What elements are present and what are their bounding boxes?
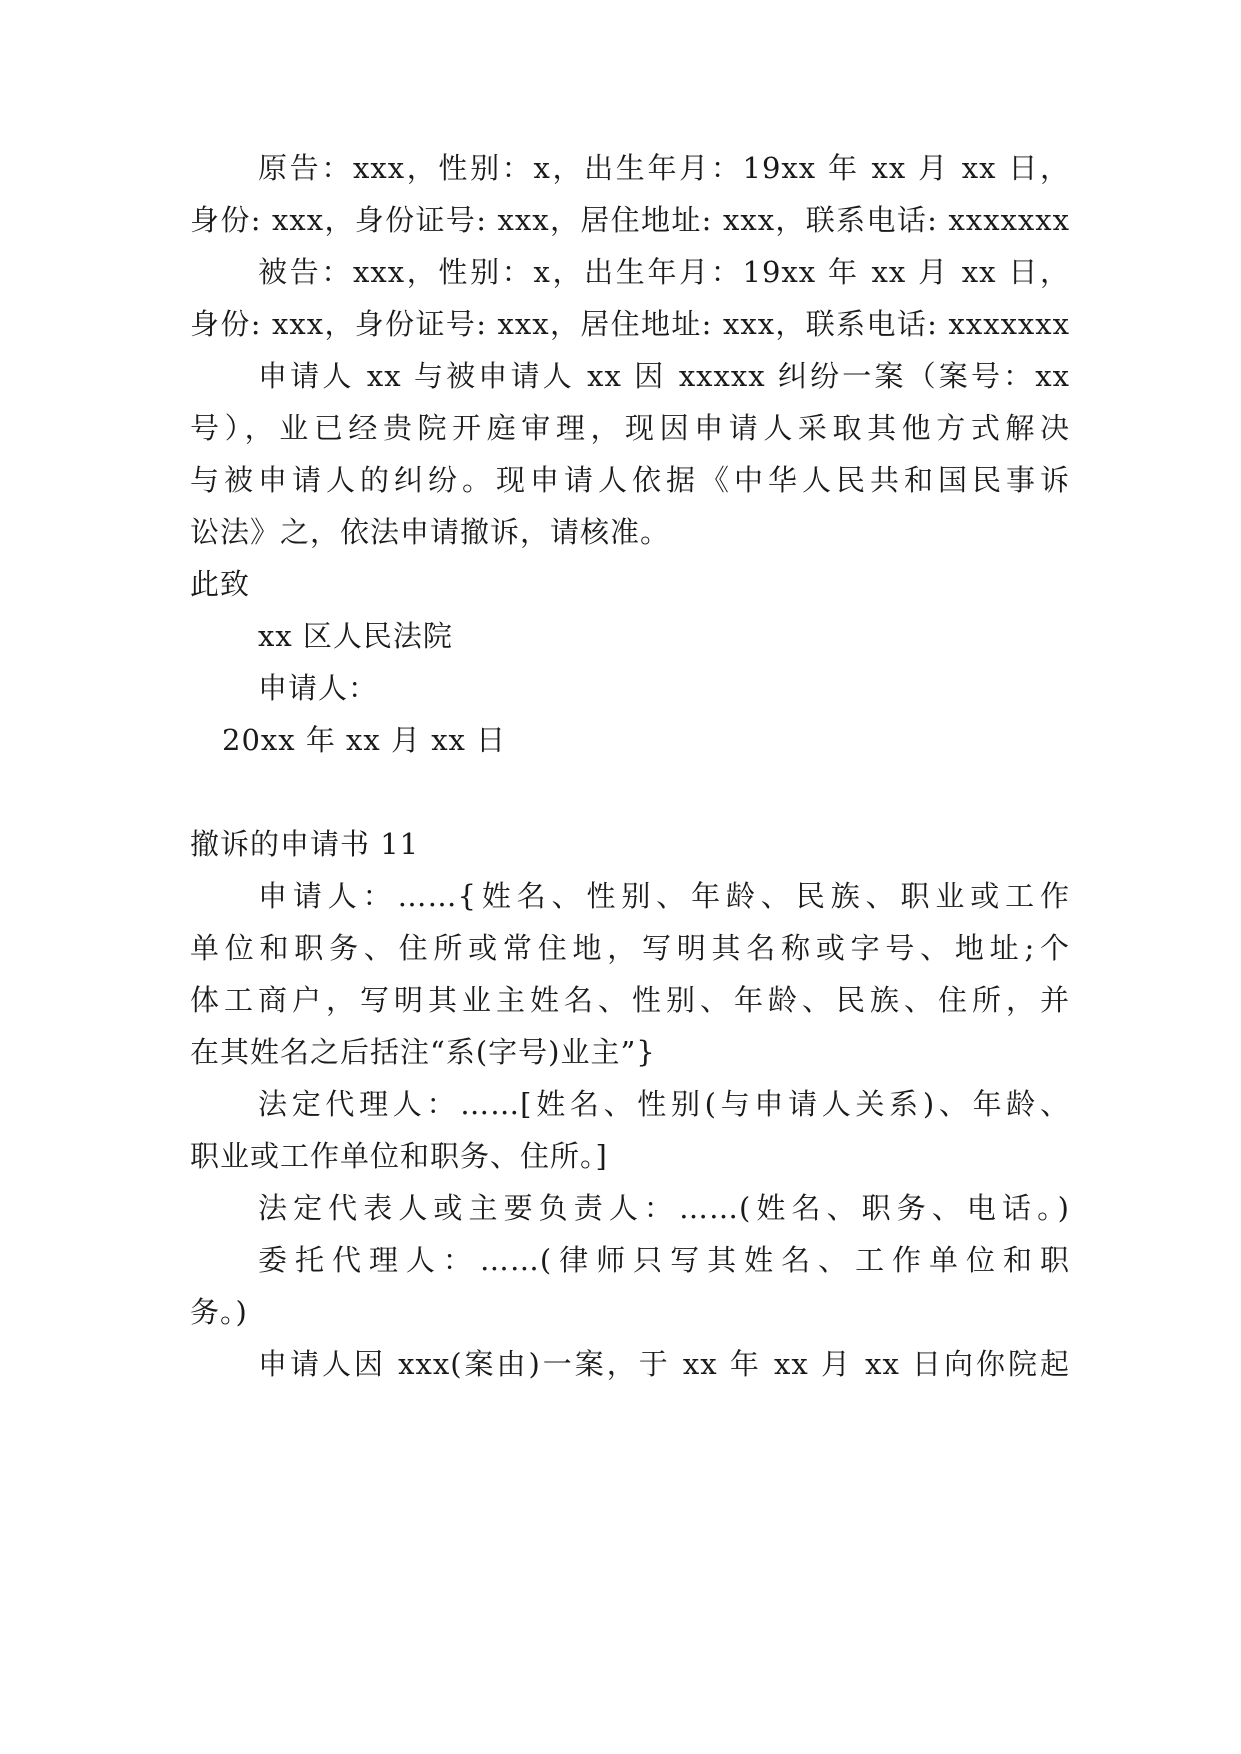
defendant-line-1: 被告：xxx，性别：x，出生年月：19xx 年 xx 月 xx 日，	[258, 255, 1070, 289]
legal-agent-line-2: 职业或工作单位和职务、住所。]	[190, 1139, 608, 1173]
request-line-1: 申请人因 xxx(案由)一案，于 xx 年 xx 月 xx 日向你院起	[258, 1347, 1070, 1381]
signature-date: 20xx 年 xx 月 xx 日	[222, 723, 507, 757]
section-heading: 撤诉的申请书 11	[190, 827, 420, 861]
court-name: xx 区人民法院	[258, 619, 453, 653]
body-paragraph-line-1: 申请人 xx 与被申请人 xx 因 xxxxx 纠纷一案（案号：xx	[258, 359, 1070, 393]
legal-representative-line: 法定代表人或主要负责人：……(姓名、职务、电话。)	[258, 1191, 1070, 1225]
applicant-line-4: 在其姓名之后括注“系(字号)业主”}	[190, 1035, 656, 1069]
applicant-line-1: 申请人：……{姓名、性别、年龄、民族、职业或工作	[258, 879, 1070, 913]
plaintiff-line-1: 原告：xxx，性别：x，出生年月：19xx 年 xx 月 xx 日，	[258, 151, 1070, 185]
applicant-line-2: 单位和职务、住所或常住地，写明其名称或字号、地址;个	[190, 931, 1070, 965]
body-paragraph-line-2: 号），业已经贵院开庭审理，现因申请人采取其他方式解决	[190, 411, 1070, 445]
legal-agent-line-1: 法定代理人：……[姓名、性别(与申请人关系)、年龄、	[258, 1087, 1070, 1121]
applicant-line-3: 体工商户，写明其业主姓名、性别、年龄、民族、住所，并	[190, 983, 1070, 1017]
salutation: 此致	[190, 567, 251, 601]
defendant-line-2: 身份: xxx，身份证号: xxx，居住地址: xxx，联系电话: xxxxxxx	[190, 307, 1070, 341]
entrusted-agent-line-1: 委托代理人：……(律师只写其姓名、工作单位和职	[258, 1243, 1070, 1277]
plaintiff-line-2: 身份: xxx，身份证号: xxx，居住地址: xxx，联系电话: xxxxxxx	[190, 203, 1070, 237]
entrusted-agent-line-2: 务。)	[190, 1295, 248, 1329]
body-paragraph-line-3: 与被申请人的纠纷。现申请人依据《中华人民共和国民事诉	[190, 463, 1070, 497]
body-paragraph-line-4: 讼法》之，依法申请撤诉，请核准。	[190, 515, 671, 549]
applicant-signature-label: 申请人：	[258, 671, 379, 705]
